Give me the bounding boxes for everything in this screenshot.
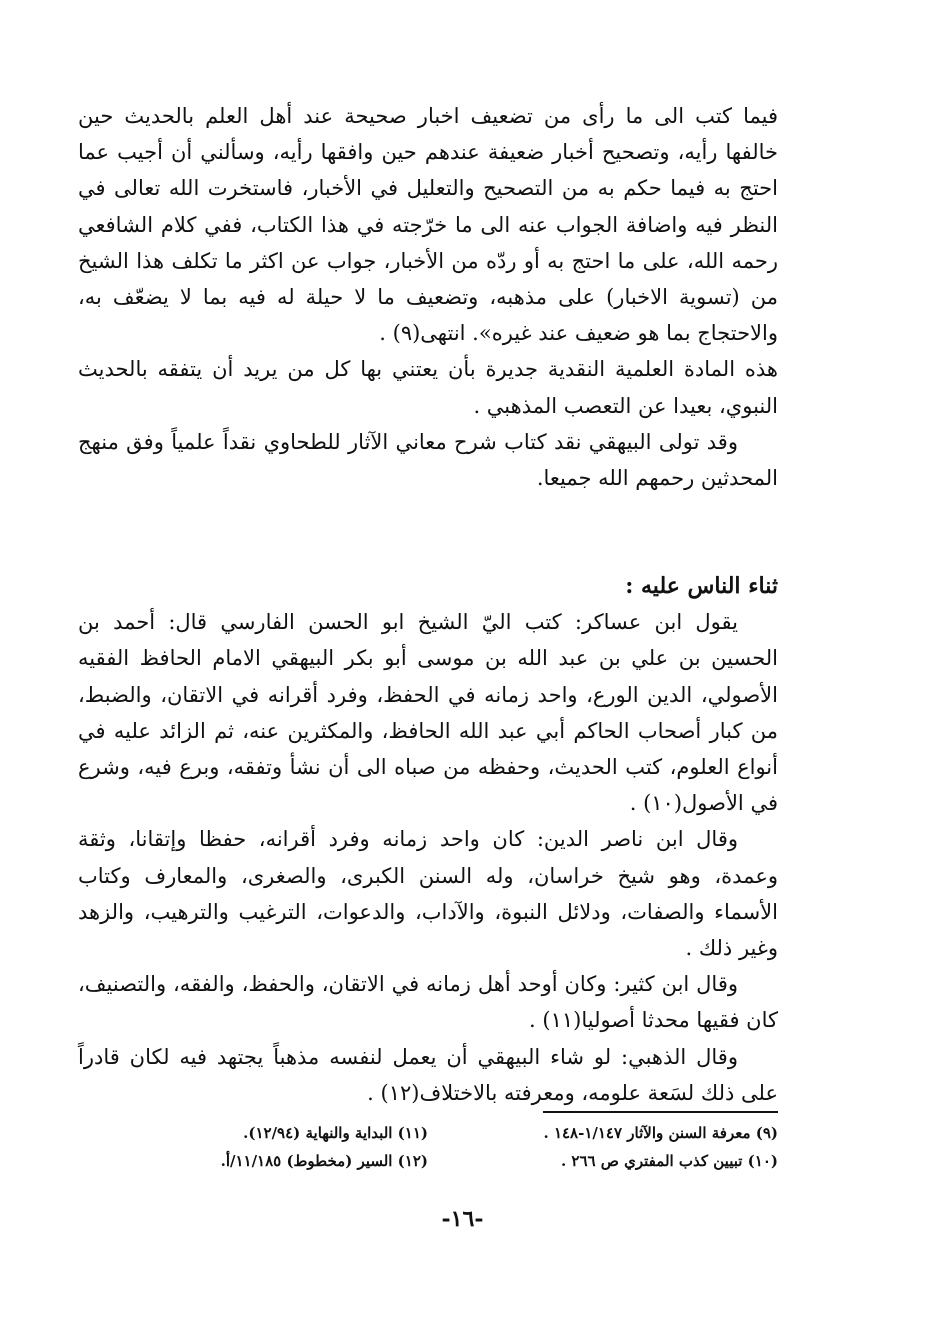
paragraph-ibn-kathir: وقال ابن كثير: وكان أوحد أهل زمانه في الاتقان، والحفظ، والفقه، والتصنيف، كان فقيها محدثا أصوليا(١١) . (78, 972, 778, 1033)
paragraph-quote-continuation: فيما كتب الى ما رأى من تضعيف اخبار صحيحة عند أهل العلم بالحديث حين خالفها رأيه، وتصحيح أخبار ضعيفة عندهم حين وافقها رأيه، وسألني أن أجيب عما احتج به فيما حكم به من التصحيح والتعليل في الأخبار، فاستخرت الله تعالى في النظر فيه واضافة الجواب عنه الى ما خرّجته في هذا الكتاب، ففي كلام الشافعي رحمه الله، على ما احتج به أو ردّه من الأخبار، جواب عن اكثر ما تكلف هذا الشيخ من (تسوية الاخبار) على مذهبه، وتضعيف ما لا حيلة له فيه بما لا يضعّف به، والاحتجاج بما هو ضعيف عند غيره». انتهى(٩) . (78, 104, 778, 346)
footnote-divider (543, 1111, 778, 1113)
footnote-list (78, 1121, 778, 1173)
praise-section (78, 604, 778, 1111)
footnote-12: (١٢) السير (مخطوط) ١١/١٨٥/أ. (220, 1152, 428, 1170)
footnote-11: (١١) البداية والنهاية (١٢/٩٤). (243, 1124, 428, 1142)
paragraph-critical-material: هذه المادة العلمية النقدية جديرة بأن يعتني بها كل من يريد أن يتفقه بالحديث النبوي، بعيدا عن التعصب المذهبي . (78, 357, 778, 418)
paragraph-al-dhahabi: وقال الذهبي: لو شاء البيهقي أن يعمل لنفسه مذهباً يجتهد فيه لكان قادراً على ذلك لسَعة علومه، ومعرفته بالاختلاف(١٢) . (78, 1044, 778, 1105)
intro-block (78, 98, 778, 496)
page-body (78, 98, 778, 1111)
footnotes (78, 1111, 778, 1173)
paragraph-bayhaqi-critique: وقد تولى البيهقي نقد كتاب شرح معاني الآثار للطحاوي نقداً علمياً وفق منهج المحدثين رحمهم الله جميعا. (78, 429, 778, 491)
paragraph-ibn-asakir: يقول ابن عساكر: كتب اليّ الشيخ ابو الحسن الفارسي قال: أحمد بن الحسين بن علي بن عبد الله بن موسى أبو بكر البيهقي الامام الحافظ الفقيه الأصولي، الدين الورع، واحد زمانه في الحفظ، وفرد أقرانه في الاتقان، والضبط، من كبار أصحاب الحاكم أبي عبد الله الحافظ، والمكثرين عنه، ثم الزائد عليه في أنواع العلوم، كتب الحديث، وحفظه من صباه الى أن نشأ وتفقه، وبرع فيه، وشرع في الأصول(١٠) . (78, 610, 778, 816)
paragraph-ibn-nasir-al-din: وقال ابن ناصر الدين: كان واحد زمانه وفرد أقرانه، حفظا وإتقانا، وثقة وعمدة، وهو شيخ خراسان، وله السنن الكبرى، والصغرى، والمعارف وكتاب الأسماء والصفات، ودلائل النبوة، والآداب، والدعوات، الترغيب والترهيب، والزهد وغير ذلك . (78, 827, 778, 961)
footnote-9: (٩) معرفة السنن والآثار ١/١٤٧-١٤٨ . (543, 1124, 778, 1142)
page-number: -١٦- (441, 1206, 484, 1232)
section-spacer (78, 496, 778, 568)
section-heading: ثناء الناس عليه : (625, 573, 778, 600)
footnote-10: (١٠) تبيين كذب المفتري ص ٢٦٦ . (560, 1152, 778, 1170)
